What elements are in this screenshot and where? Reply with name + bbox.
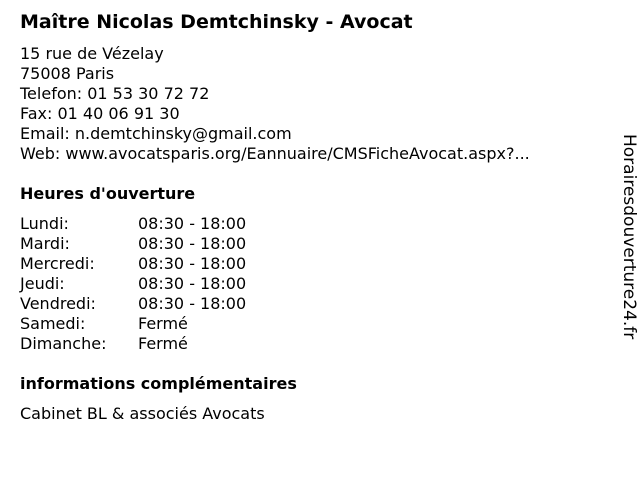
- hours-row-wednesday: [20, 254, 246, 274]
- opening-hours-table: [20, 214, 246, 354]
- watermark-text: Horairesdouverture24.fr: [619, 134, 639, 340]
- phone-number: Telefon: 01 53 30 72 72: [20, 84, 210, 103]
- day-label: Vendredi:: [20, 294, 96, 313]
- day-hours: 08:30 - 18:00: [138, 274, 247, 293]
- opening-hours-heading: Heures d'ouverture: [20, 184, 196, 203]
- site-watermark: [610, 134, 640, 374]
- day-hours: Fermé: [138, 314, 188, 333]
- additional-info-heading: informations complémentaires: [20, 374, 297, 393]
- email-address: Email: n.demtchinsky@gmail.com: [20, 124, 292, 143]
- day-hours: 08:30 - 18:00: [138, 254, 247, 273]
- address-city: 75008 Paris: [20, 64, 115, 83]
- day-hours: Fermé: [138, 334, 188, 353]
- day-hours: 08:30 - 18:00: [138, 294, 247, 313]
- hours-row-friday: [20, 294, 246, 314]
- fax-number: Fax: 01 40 06 91 30: [20, 104, 180, 123]
- website-url: Web: www.avocatsparis.org/Eannuaire/CMSFicheAvocat.aspx?...: [20, 144, 530, 163]
- day-hours: 08:30 - 18:00: [138, 234, 247, 253]
- day-label: Jeudi:: [20, 274, 65, 293]
- hours-row-sunday: [20, 334, 246, 354]
- address-street: 15 rue de Vézelay: [20, 44, 164, 63]
- day-label: Mardi:: [20, 234, 70, 253]
- day-label: Dimanche:: [20, 334, 107, 353]
- page-title: Maître Nicolas Demtchinsky - Avocat: [20, 11, 413, 33]
- hours-row-thursday: [20, 274, 246, 294]
- day-label: Mercredi:: [20, 254, 95, 273]
- additional-info-text: Cabinet BL & associés Avocats: [20, 404, 265, 423]
- hours-row-monday: [20, 214, 246, 234]
- hours-row-saturday: [20, 314, 246, 334]
- day-hours: 08:30 - 18:00: [138, 214, 247, 233]
- hours-row-tuesday: [20, 234, 246, 254]
- contact-block: [20, 44, 530, 164]
- day-label: Samedi:: [20, 314, 86, 333]
- day-label: Lundi:: [20, 214, 69, 233]
